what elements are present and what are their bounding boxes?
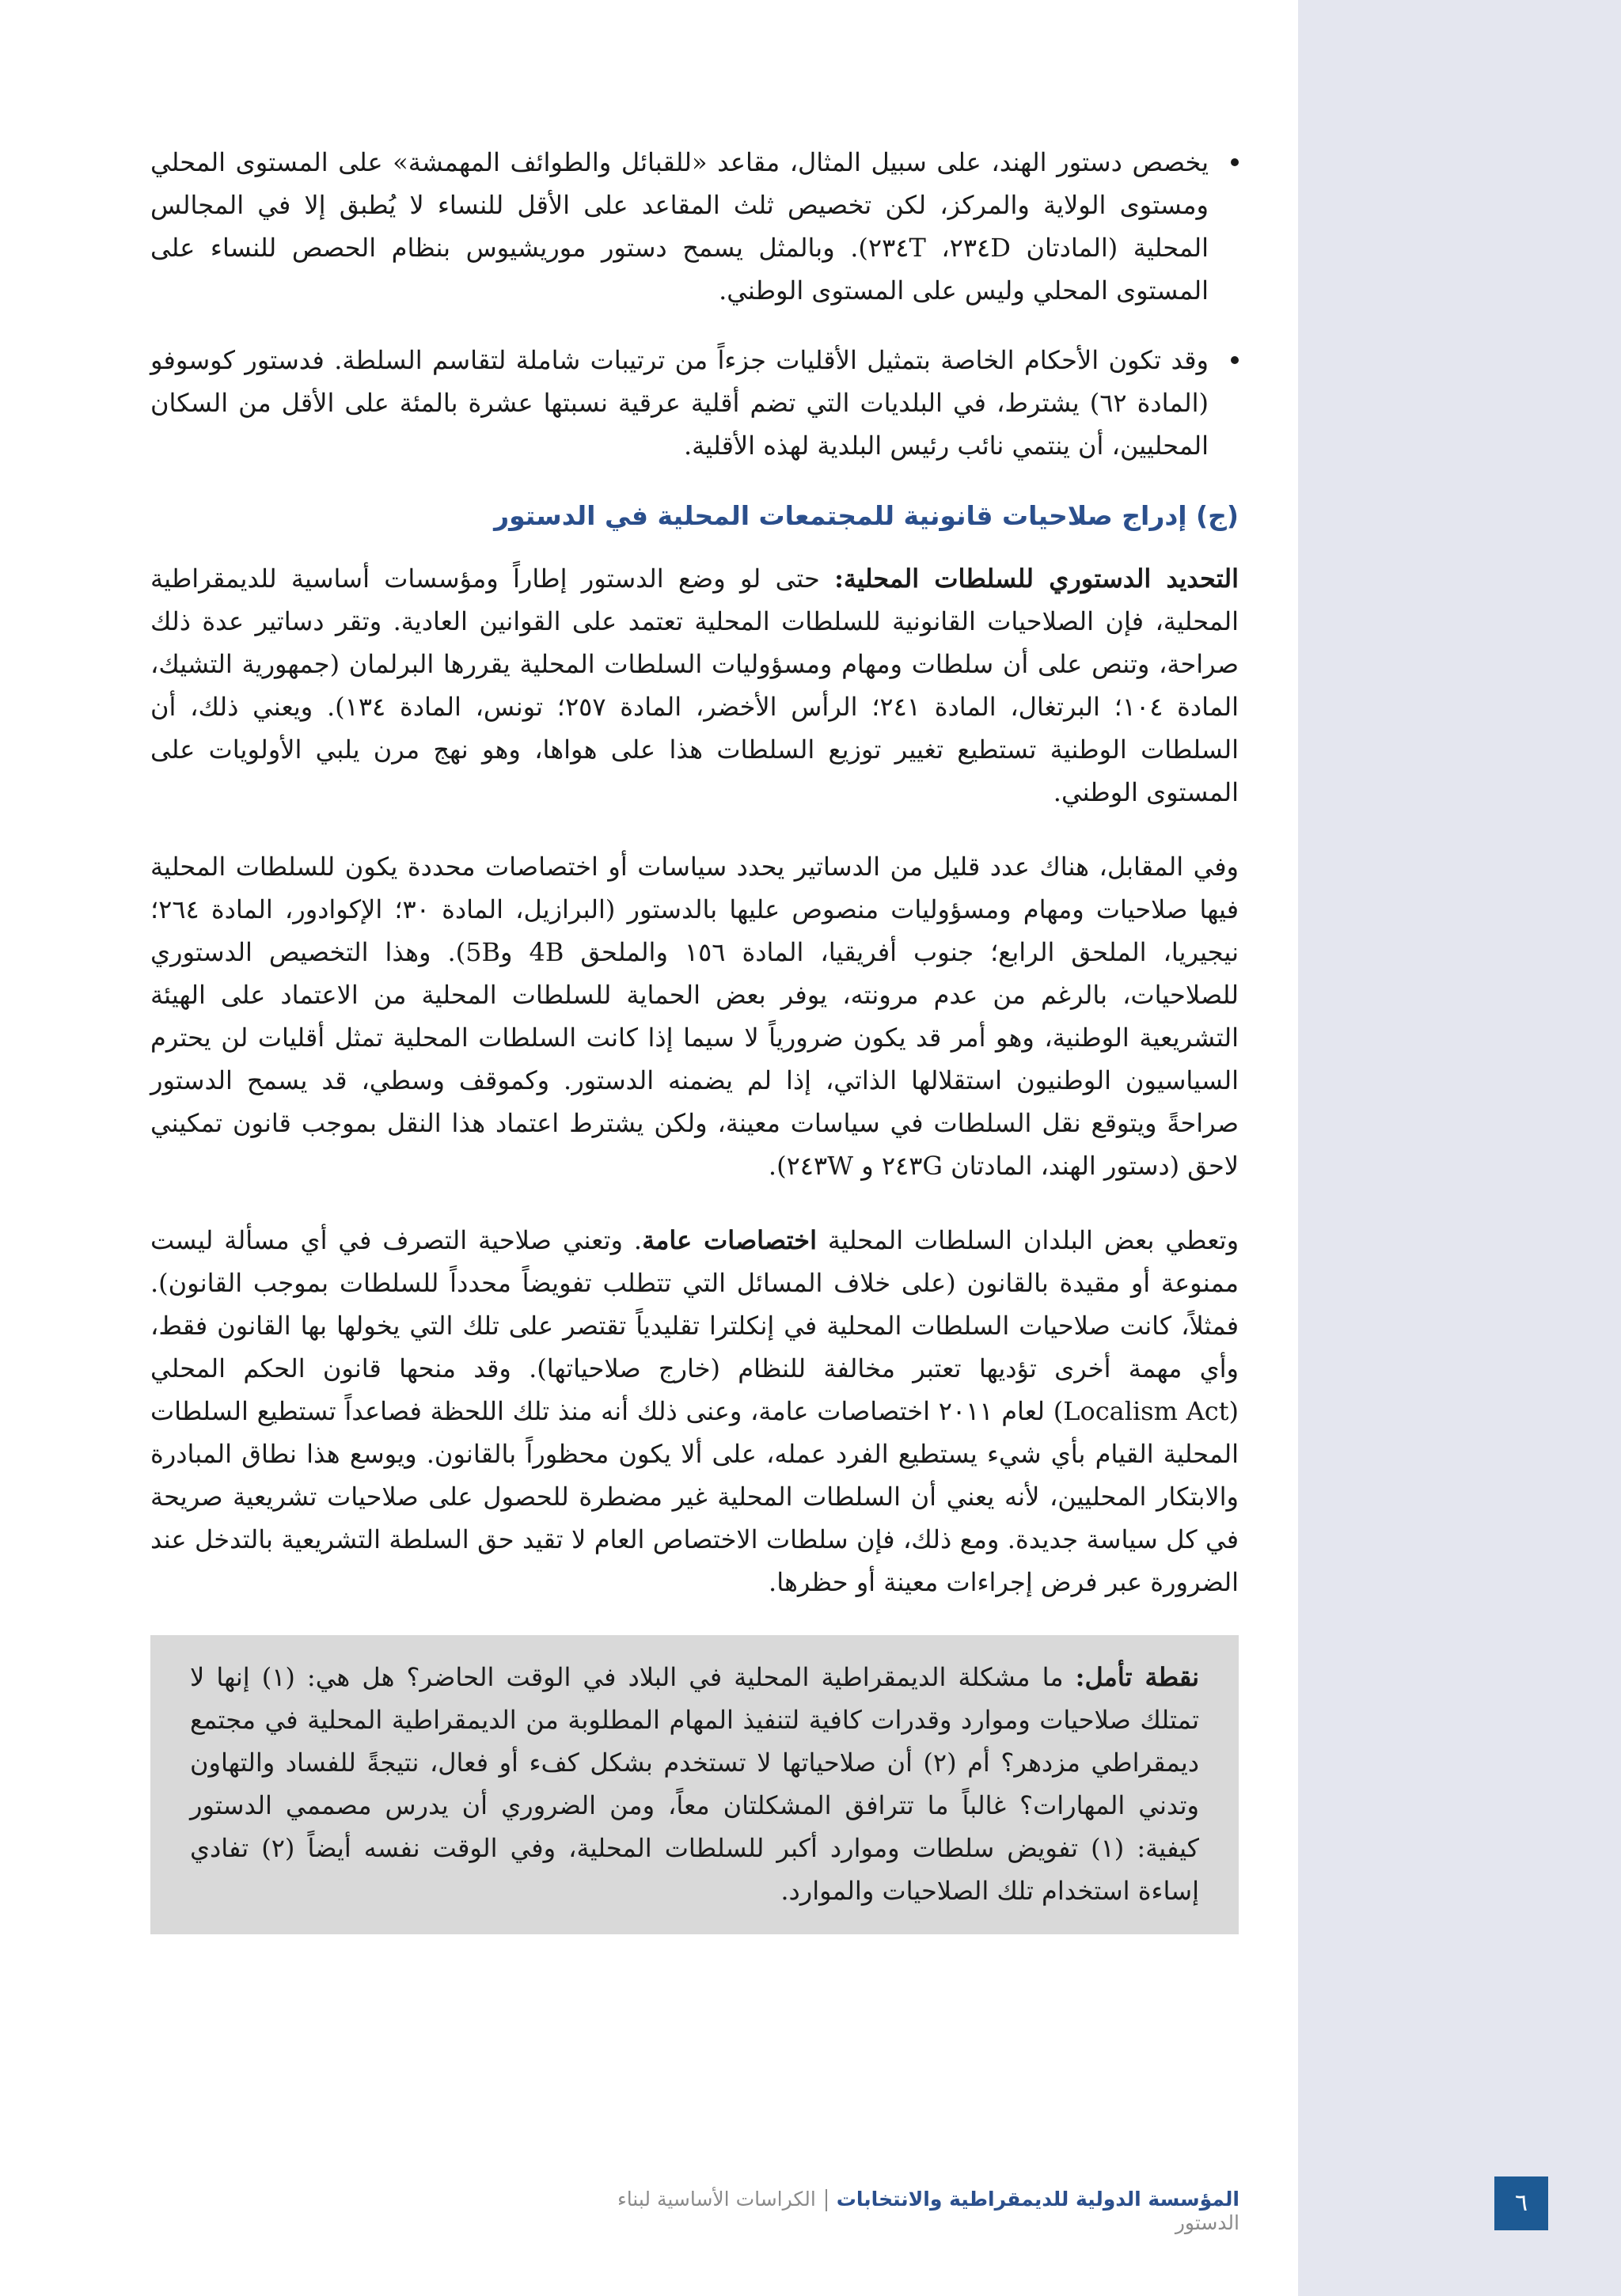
bullet-dot-icon bbox=[1231, 158, 1239, 166]
reflection-lead: نقطة تأمل: bbox=[1075, 1662, 1200, 1692]
paragraph: وفي المقابل، هناك عدد قليل من الدساتير يحدد سياسات أو اختصاصات محددة يكون للسلطات المحلية فيها صلاحيات ومهام ومسؤوليات منصوص عليها بالدستور (البرازيل، المادة ٣٠؛ الإكوادور، المادة ٢٦٤؛ نيجيريا، الملحق الرابع؛ جنوب أفريقيا، المادة ١٥٦ والملحق 4B و5B). وهذا التخصيص الدستوري للصلاحيات، بالرغم من عدم مرونته، يوفر بعض الحماية للسلطات المحلية من الاعتماد على الهيئة التشريعية الوطنية، وهو أمر قد يكون ضرورياً لا سيما إذا كانت السلطات المحلية تمثل أقليات لن يحترم السياسيون الوطنيون استقلالها الذاتي، إذا لم يضمنه الدستور. وكموقف وسطي، قد يسمح الدستور صراحةً ويتوقع نقل السلطات في سياسات معينة، ولكن يشترط اعتماد هذا النقل بموجب قانون تمكيني لاحق (دستور الهند، المادتان ٢٤٣G و ٢٤٣W). bbox=[150, 852, 1239, 1181]
paragraph-lead: التحديد الدستوري للسلطات المحلية: bbox=[834, 564, 1239, 594]
section-heading: (ج) إدراج صلاحيات قانونية للمجتمعات المحلية في الدستور bbox=[494, 500, 1239, 531]
bullet-text: وقد تكون الأحكام الخاصة بتمثيل الأقليات جزءاً من ترتيبات شاملة لتقاسم السلطة. فدستور كوسوفو (المادة ٦٢) يشترط، في البلديات التي تضم أقلية عرقية نسبتها عشرة بالمئة على الأقل من السكان المحليين، أن ينتمي نائب رئيس البلدية لهذه الأقلية. bbox=[150, 345, 1209, 461]
paragraph-text: . وتعني صلاحية التصرف في أي مسألة ليست ممنوعة أو مقيدة بالقانون (على خلاف المسائل التي تتطلب تفويضاً محدداً للسلطات بموجب القانون). فمثلاً، كانت صلاحيات السلطات المحلية في إنكلترا تقليدياً تقتصر على تلك التي يخولها بها القانون فقط، وأي مهمة أخرى تؤديها تعتبر مخالفة للنظام (خارج صلاحياتها). وقد منحها قانون الحكم المحلي (Localism Act) لعام ٢٠١١ اختصاصات عامة، وعنى ذلك أنه منذ تلك اللحظة فصاعداً تستطيع السلطات المحلية القيام بأي شيء يستطيع الفرد عمله، على ألا يكون محظوراً بالقانون. ويوسع هذا نطاق المبادرة والابتكار المحليين، لأنه يعني أن السلطات المحلية غير مضطرة للحصول على صلاحيات تشريعية صريحة في كل سياسة جديدة. ومع ذلك، فإن سلطات الاختصاص العام لا تقيد حق السلطة التشريعية بالتدخل عند الضرورة عبر فرض إجراءات معينة أو حظرها. bbox=[150, 1225, 1239, 1597]
paragraph-bold: اختصاصات عامة bbox=[642, 1225, 817, 1255]
bullet-item bbox=[150, 141, 1239, 312]
reflection-box bbox=[150, 1635, 1239, 1934]
paragraph bbox=[150, 1219, 1239, 1603]
bullet-list bbox=[150, 141, 1239, 467]
page-number: ٦ bbox=[1494, 2176, 1548, 2230]
side-band bbox=[1298, 0, 1621, 2296]
bullet-item bbox=[150, 339, 1239, 467]
bullet-text: يخصص دستور الهند، على سبيل المثال، مقاعد «للقبائل والطوائف المهمشة» على المستوى المحلي ومستوى الولاية والمركز، لكن تخصيص ثلث المقاعد على الأقل للنساء لا يُطبق إلا في المجالس المحلية (المادتان ٢٣٤D، ٢٣٤T). وبالمثل يسمح دستور موريشيوس بنظام الحصص للنساء على المستوى المحلي وليس على المستوى الوطني. bbox=[150, 147, 1209, 306]
page-content bbox=[150, 141, 1239, 1934]
footer-series: الكراسات الأساسية لبناء الدستور bbox=[617, 2188, 1239, 2234]
reflection-text: ما مشكلة الديمقراطية المحلية في البلاد في الوقت الحاضر؟ هل هي: (١) إنها لا تمتلك صلاحيات وموارد وقدرات كافية لتنفيذ المهام المطلوبة من الديمقراطية المحلية في مجتمع ديمقراطي مزدهر؟ أم (٢) أن صلاحياتها لا تستخدم بشكل كفء أو فعال، نتيجةً للفساد والتهاون وتدني المهارات؟ غالباً ما تترافق المشكلتان معاً، ومن الضروري أن يدرس مصممي الدستور كيفية: (١) تفويض سلطات وموارد أكبر للسلطات المحلية، وفي الوقت نفسه أيضاً (٢) تفادي إساءة استخدام تلك الصلاحيات والموارد. bbox=[190, 1662, 1200, 1906]
footer-separator bbox=[826, 2189, 827, 2211]
bullet-dot-icon bbox=[1231, 356, 1239, 364]
footer-org: المؤسسة الدولية للديمقراطية والانتخابات bbox=[836, 2188, 1239, 2211]
paragraph-text: حتى لو وضع الدستور إطاراً ومؤسسات أساسية للديمقراطية المحلية، فإن الصلاحيات القانونية للسلطات المحلية تعتمد على القوانين العادية. وتقر دساتير عدة ذلك صراحة، وتنص على أن سلطات ومهام ومسؤوليات السلطات المحلية يقررها البرلمان (جمهورية التشيك، المادة ١٠٤؛ البرتغال، المادة ٢٤١؛ الرأس الأخضر، المادة ٢٥٧؛ تونس، المادة ١٣٤). ويعني ذلك، أن السلطات الوطنية تستطيع تغيير توزيع السلطات هذا على هواها، وهو نهج مرن يلبي الأولويات على المستوى الوطني. bbox=[150, 564, 1239, 807]
paragraph-text: وتعطي بعض البلدان السلطات المحلية bbox=[816, 1225, 1239, 1255]
paragraph bbox=[150, 557, 1239, 814]
footer bbox=[554, 2188, 1239, 2234]
